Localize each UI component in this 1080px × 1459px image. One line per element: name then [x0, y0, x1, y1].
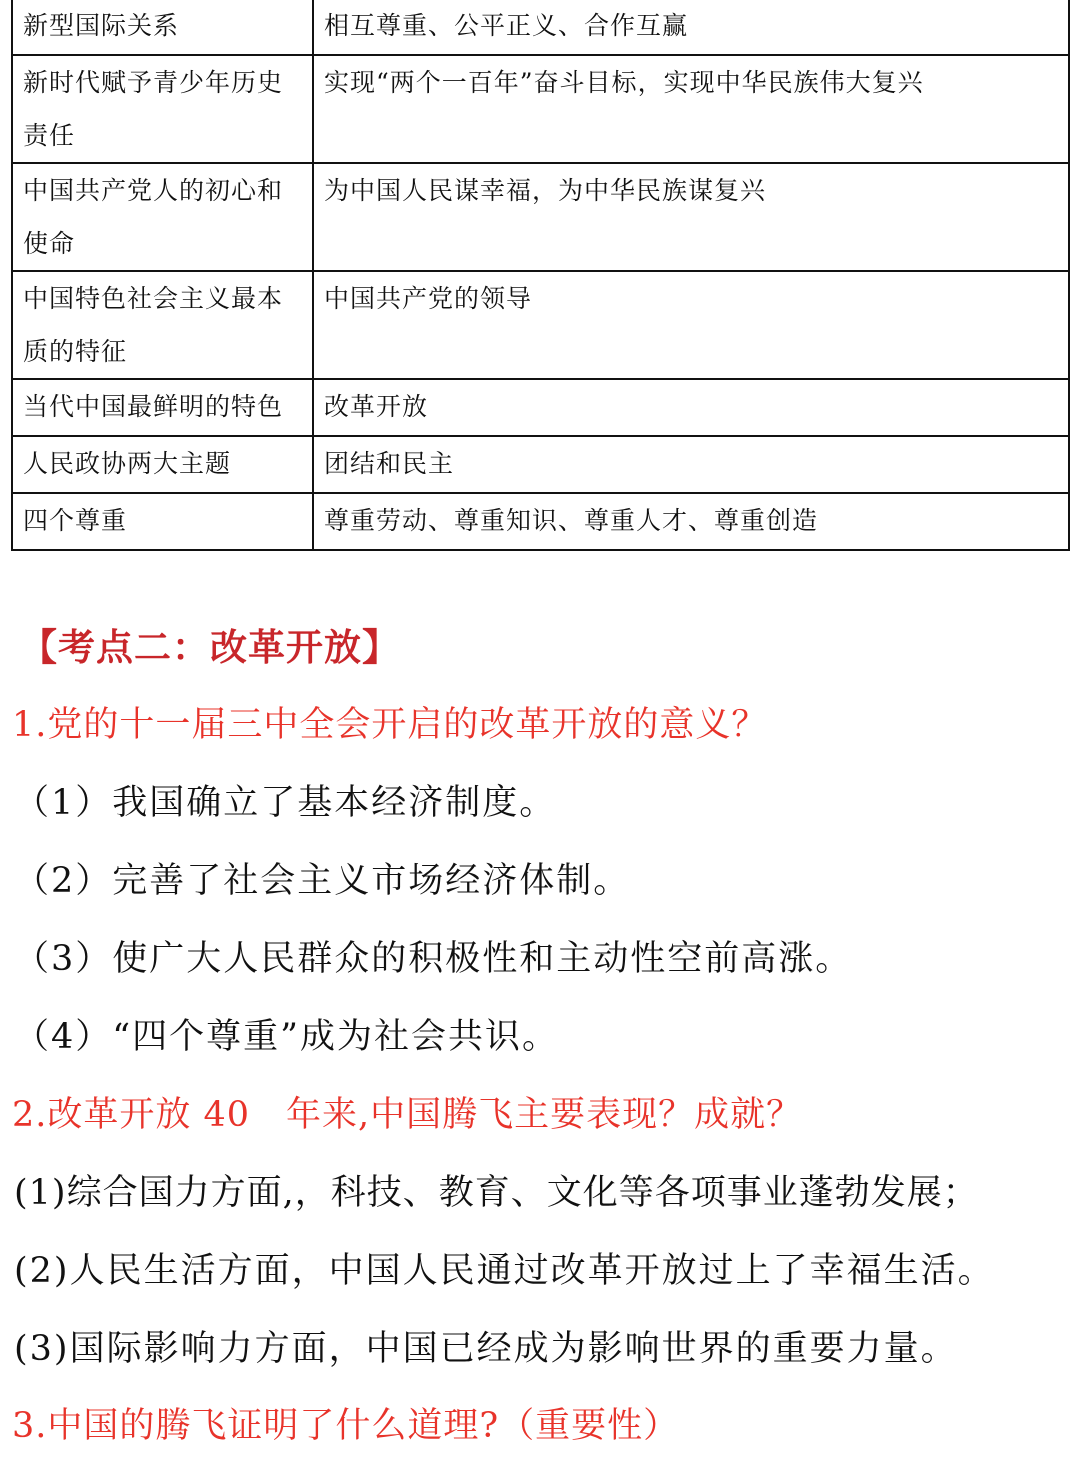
table-term-cell: 新型国际关系	[12, 0, 313, 55]
answer-line: (2)人民生活方面，中国人民通过改革开放过上了幸福生活。	[14, 1251, 995, 1291]
question-heading: 2.改革开放 40 年来,中国腾飞主要表现？成就？	[12, 1095, 803, 1135]
table-row	[12, 436, 1069, 493]
answer-line: （2）完善了社会主义市场经济体制。	[14, 861, 631, 901]
table-desc-cell: 为中国人民谋幸福，为中华民族谋复兴	[313, 163, 1069, 271]
answer-line: (3)国际影响力方面，中国已经成为影响世界的重要力量。	[14, 1329, 958, 1369]
table-desc-cell: 相互尊重、公平正义、合作互赢	[313, 0, 1069, 55]
table-row	[12, 493, 1069, 550]
table-desc-cell: 改革开放	[313, 379, 1069, 436]
question-heading: 3.中国的腾飞证明了什么道理?（重要性）	[12, 1406, 680, 1446]
answer-line: （4）“四个尊重”成为社会共识。	[14, 1017, 560, 1057]
table-row	[12, 271, 1069, 379]
table-term-cell: 四个尊重	[12, 493, 313, 550]
table-desc-cell: 实现“两个一百年”奋斗目标，实现中华民族伟大复兴	[313, 55, 1069, 163]
table-term-cell: 中国特色社会主义最本质的特征	[12, 271, 313, 379]
table-term-cell: 新时代赋予青少年历史责任	[12, 55, 313, 163]
table-term-cell: 人民政协两大主题	[12, 436, 313, 493]
table-term-cell: 中国共产党人的初心和使命	[12, 163, 313, 271]
table-row	[12, 379, 1069, 436]
table-desc-cell: 中国共产党的领导	[313, 271, 1069, 379]
answer-line: (1)综合国力方面,，科技、教育、文化等各项事业蓬勃发展；	[14, 1173, 979, 1213]
question-heading: 1.党的十一届三中全会开启的改革开放的意义？	[12, 705, 768, 745]
answer-line: （1）我国确立了基本经济制度。	[14, 783, 557, 823]
table-desc-cell: 团结和民主	[313, 436, 1069, 493]
summary-table	[11, 0, 1070, 551]
table-term-cell: 当代中国最鲜明的特色	[12, 379, 313, 436]
table-row	[12, 0, 1069, 55]
answer-line: （3）使广大人民群众的积极性和主动性空前高涨。	[14, 939, 853, 979]
table-row	[12, 163, 1069, 271]
table-row	[12, 55, 1069, 163]
section-heading: 【考点二：改革开放】	[20, 626, 400, 669]
table-desc-cell: 尊重劳动、尊重知识、尊重人才、尊重创造	[313, 493, 1069, 550]
